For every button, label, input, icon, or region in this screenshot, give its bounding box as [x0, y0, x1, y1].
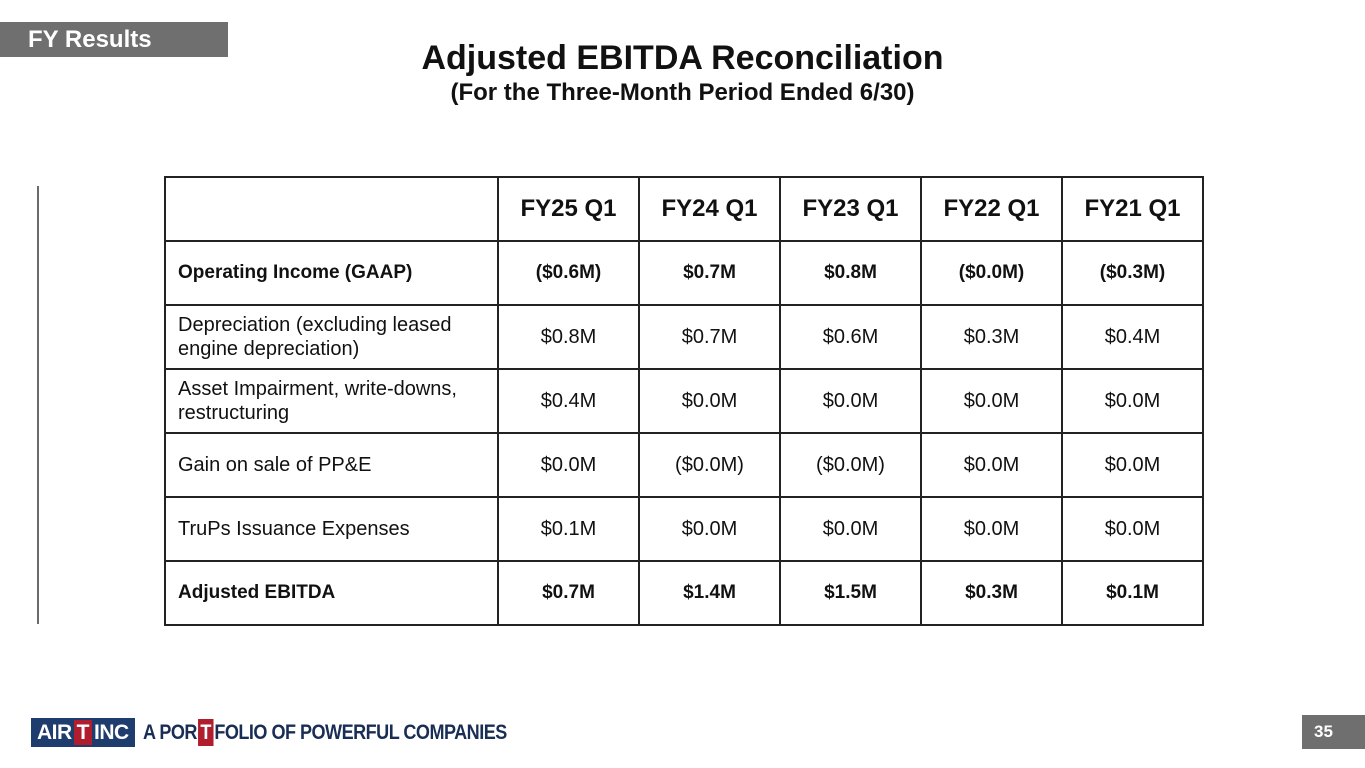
table-cell: $1.4M	[639, 561, 780, 625]
table-cell: $0.1M	[498, 497, 639, 561]
table-row-adjusted-ebitda	[165, 561, 1203, 625]
table-cell: $0.0M	[780, 497, 921, 561]
logo-text-pre: AIR	[37, 721, 72, 744]
airt-logo	[31, 718, 135, 747]
section-tag: FY Results	[0, 22, 228, 57]
table-cell: $0.8M	[498, 305, 639, 369]
ebitda-reconciliation-table	[164, 176, 1204, 626]
table-row-depreciation	[165, 305, 1203, 369]
table-cell: $0.0M	[498, 433, 639, 497]
table-cell: $0.0M	[1062, 497, 1203, 561]
tagline-t: T	[197, 719, 213, 746]
left-divider	[37, 186, 39, 624]
table-cell: $0.0M	[639, 369, 780, 433]
row-label: Depreciation (excluding leased engine depreciation)	[165, 305, 498, 369]
table-cell: $0.7M	[498, 561, 639, 625]
logo-text-t: T	[74, 720, 92, 745]
table-cell: $0.4M	[1062, 305, 1203, 369]
table-row-trups-expenses	[165, 497, 1203, 561]
column-header: FY24 Q1	[639, 177, 780, 241]
table-cell: $0.1M	[1062, 561, 1203, 625]
table-cell: ($0.6M)	[498, 241, 639, 305]
column-header: FY22 Q1	[921, 177, 1062, 241]
table-header-corner	[165, 177, 498, 241]
column-header: FY23 Q1	[780, 177, 921, 241]
footer-brand	[31, 718, 566, 747]
table-cell: $0.7M	[639, 241, 780, 305]
tagline-post: FOLIO OF POWERFUL COMPANIES	[214, 720, 507, 744]
row-label: Adjusted EBITDA	[165, 561, 498, 625]
table-cell: ($0.0M)	[921, 241, 1062, 305]
table-cell: $0.0M	[780, 369, 921, 433]
table-row-asset-impairment	[165, 369, 1203, 433]
row-label: TruPs Issuance Expenses	[165, 497, 498, 561]
table-cell: $0.0M	[921, 497, 1062, 561]
table-cell: $0.0M	[921, 369, 1062, 433]
table-header-row	[165, 177, 1203, 241]
table-cell: ($0.0M)	[639, 433, 780, 497]
table-cell: ($0.0M)	[780, 433, 921, 497]
table-cell: ($0.3M)	[1062, 241, 1203, 305]
row-label: Asset Impairment, write-downs, restructuring	[165, 369, 498, 433]
brand-tagline	[143, 719, 507, 746]
table-row-gain-on-sale	[165, 433, 1203, 497]
row-label: Operating Income (GAAP)	[165, 241, 498, 305]
column-header: FY25 Q1	[498, 177, 639, 241]
table-cell: $0.7M	[639, 305, 780, 369]
table-cell: $0.6M	[780, 305, 921, 369]
page-title: Adjusted EBITDA Reconciliation	[421, 39, 944, 77]
row-label: Gain on sale of PP&E	[165, 433, 498, 497]
page-subtitle: (For the Three-Month Period Ended 6/30)	[450, 79, 915, 106]
table-row-operating-income	[165, 241, 1203, 305]
logo-text-post: INC	[94, 721, 129, 744]
table-cell: $0.0M	[639, 497, 780, 561]
table-cell: $0.0M	[1062, 369, 1203, 433]
table-cell: $1.5M	[780, 561, 921, 625]
page-number: 35	[1302, 715, 1365, 749]
table-cell: $0.4M	[498, 369, 639, 433]
table-cell: $0.0M	[921, 433, 1062, 497]
table-cell: $0.3M	[921, 561, 1062, 625]
table-cell: $0.3M	[921, 305, 1062, 369]
table-cell: $0.0M	[1062, 433, 1203, 497]
table-cell: $0.8M	[780, 241, 921, 305]
column-header: FY21 Q1	[1062, 177, 1203, 241]
tagline-pre: A POR	[142, 720, 197, 744]
